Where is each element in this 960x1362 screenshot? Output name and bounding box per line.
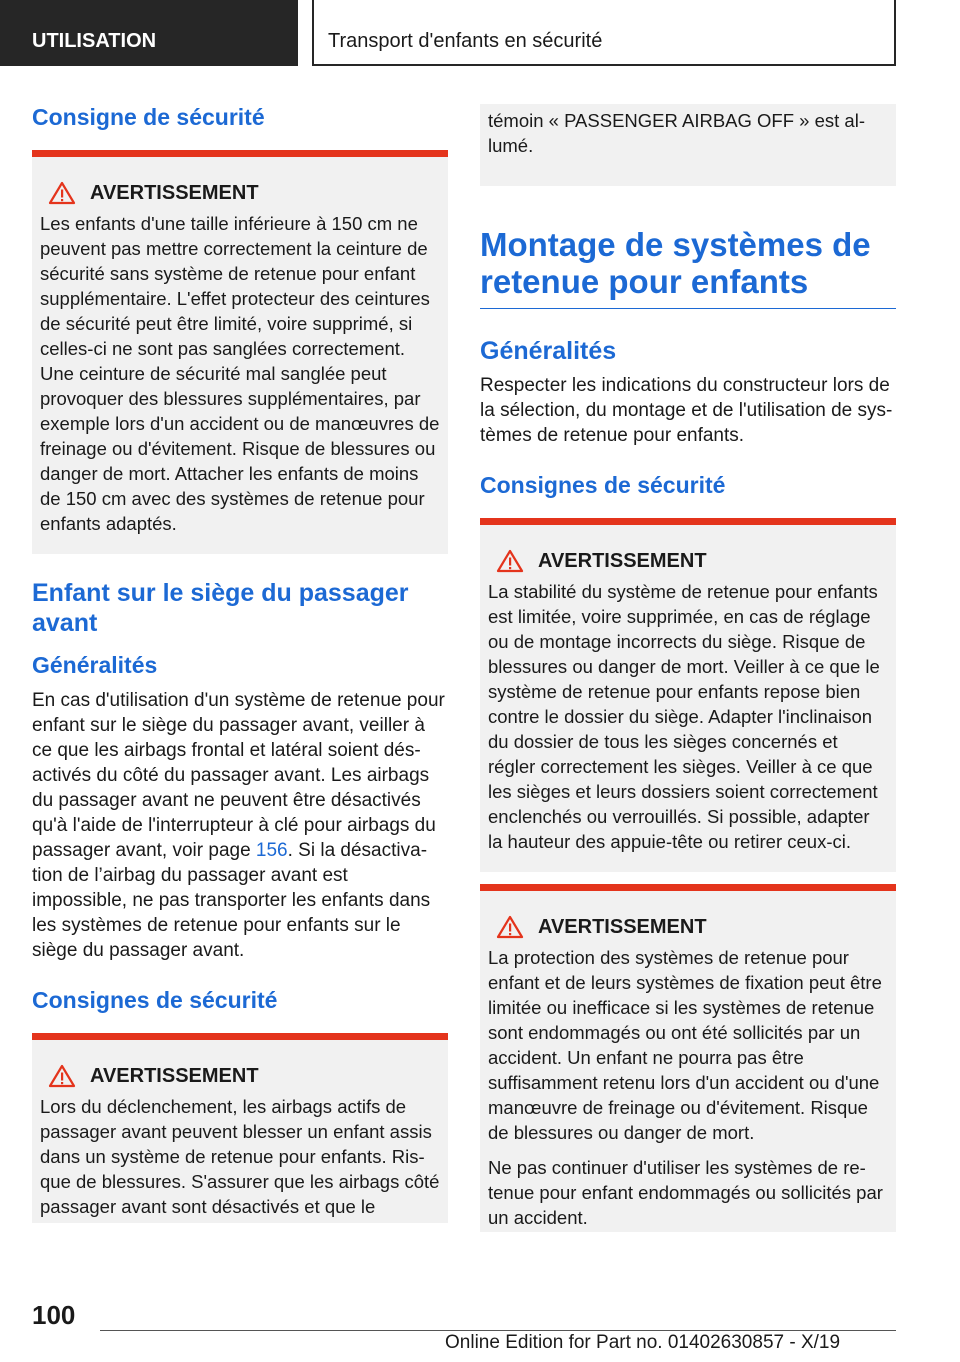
chapter-title: Transport d'enfants en sécurité [312, 0, 896, 66]
warning-label: AVERTISSEMENT [538, 915, 707, 938]
warning-label: AVERTISSEMENT [538, 549, 707, 572]
heading-consigne: Consigne de sécurité [32, 104, 265, 130]
page-link[interactable]: 156 [255, 840, 288, 861]
warning-label: AVERTISSEMENT [90, 1064, 259, 1087]
warning-text: Lors du déclenchement, les airbags actifs de passager avant peuvent blesser un enfant assis dans un système de retenue pour enfants. Risque de blessures. S'assurer que les airbags côté passager avant sont désactivés et que le [40, 1096, 440, 1217]
warning-title [40, 1064, 440, 1088]
heading-montage: Montage de systèmes de retenue pour enfants [480, 226, 896, 309]
warning-box [32, 1033, 448, 1223]
warning-text: La stabilité du système de retenue pour enfants est limitée, voire supprimée, en cas de réglage ou de montage incorrects du siège. Risque de blessures ou danger de mort. Veiller à ce que le système de retenue pour enfants repose bien contre le dossier du siège. Adapter l'inclinaison du dossier de tous les sièges concernés et régler correctement les sièges. Veiller à ce que les sièges et leurs dossiers soient correctement enclenchés ou verrouillés. Si possible, adapter la hauteur des appuie-tête ou retirer ceux-ci. [488, 581, 880, 852]
warning-triangle-icon [496, 915, 524, 939]
warning-box [480, 884, 896, 1232]
generalites-paragraph [32, 688, 448, 963]
left-column [32, 96, 448, 1223]
warning-text: La protection des systèmes de retenue pour enfant et de leurs systèmes de fixation peut être limitée ou inefficace si les systèmes de retenue sont endommagés ou ont été sollicités par un accident. Un enfant ne pourra pas être suffisamment retenu lors d'un accident ou d'une manœuvre de freinage ou d'évitement. Risque de blessures ou danger de mort. [488, 947, 882, 1143]
warning-title [488, 915, 888, 939]
heading-consignes-left: Consignes de sécurité [32, 987, 278, 1013]
warning-title [488, 549, 888, 573]
footer-divider [100, 1330, 896, 1331]
warning-triangle-icon [48, 181, 76, 205]
heading-generalites-right: Généralités [480, 337, 617, 365]
heading-generalites: Généralités [32, 652, 158, 678]
continuation-text: témoin « PASSENGER AIRBAG OFF » est allumé. [488, 110, 865, 156]
page-header [0, 0, 960, 66]
warning-box [480, 518, 896, 872]
heading-enfant-siege: Enfant sur le siège du passager avant [32, 579, 409, 637]
warning-triangle-icon [496, 549, 524, 573]
page-number: 100 [32, 1300, 76, 1330]
heading-consignes-right: Consignes de sécurité [480, 472, 726, 498]
generalites-text-a: En cas d'utilisation d'un système de retenue pour enfant sur le siège du passager avant, veiller à ce que les airbags frontal et latéral soient désactivés du côté du passager avant. Les airbags du passager avant ne peuvent être désactivés qu'à l'aide de l'interrupteur à clé pour airbags du passager avant, voir page [32, 690, 445, 861]
warning-continuation [480, 104, 896, 186]
right-column [480, 104, 896, 1256]
section-tab: UTILISATION [0, 0, 298, 66]
generalites-text-b: . Si la désactivation de l’airbag du passager avant est impossible, ne pas transporter les enfants dans les systèmes de retenue pour enfants sur le siège du passager avant. [32, 840, 431, 961]
warning-text: Les enfants d'une taille inférieure à 150 cm ne peuvent pas mettre correctement la ceinture de sécurité sans système de retenue pour enfant supplémentaire. L'effet protecteur des ceintures de sécurité peut être limité, voire supprimé, si celles-ci ne sont pas sanglées correctement. Une ceinture de sécurité mal sanglée peut provoquer des blessures supplémentaires, par exemple lors d'un accident ou de manœuvres de freinage ou d'évitement. Risque de blessures ou danger de mort. Attacher les enfants de moins de 150 cm avec des systèmes de retenue pour enfants adaptés. [40, 213, 440, 534]
generalites-right-text: Respecter les indications du constructeur lors de la sélection, du montage et de l'utilisation de systèmes de retenue pour enfants. [480, 375, 893, 446]
warning-box [32, 150, 448, 554]
warning-triangle-icon [48, 1064, 76, 1088]
warning-label: AVERTISSEMENT [90, 181, 259, 204]
edition-note: Online Edition for Part no. 01402630857 - X/19 [445, 1332, 841, 1353]
warning-text: Ne pas continuer d'utiliser les systèmes de retenue pour enfant endommagés ou sollicités par un accident. [488, 1157, 883, 1228]
warning-title [40, 181, 440, 205]
